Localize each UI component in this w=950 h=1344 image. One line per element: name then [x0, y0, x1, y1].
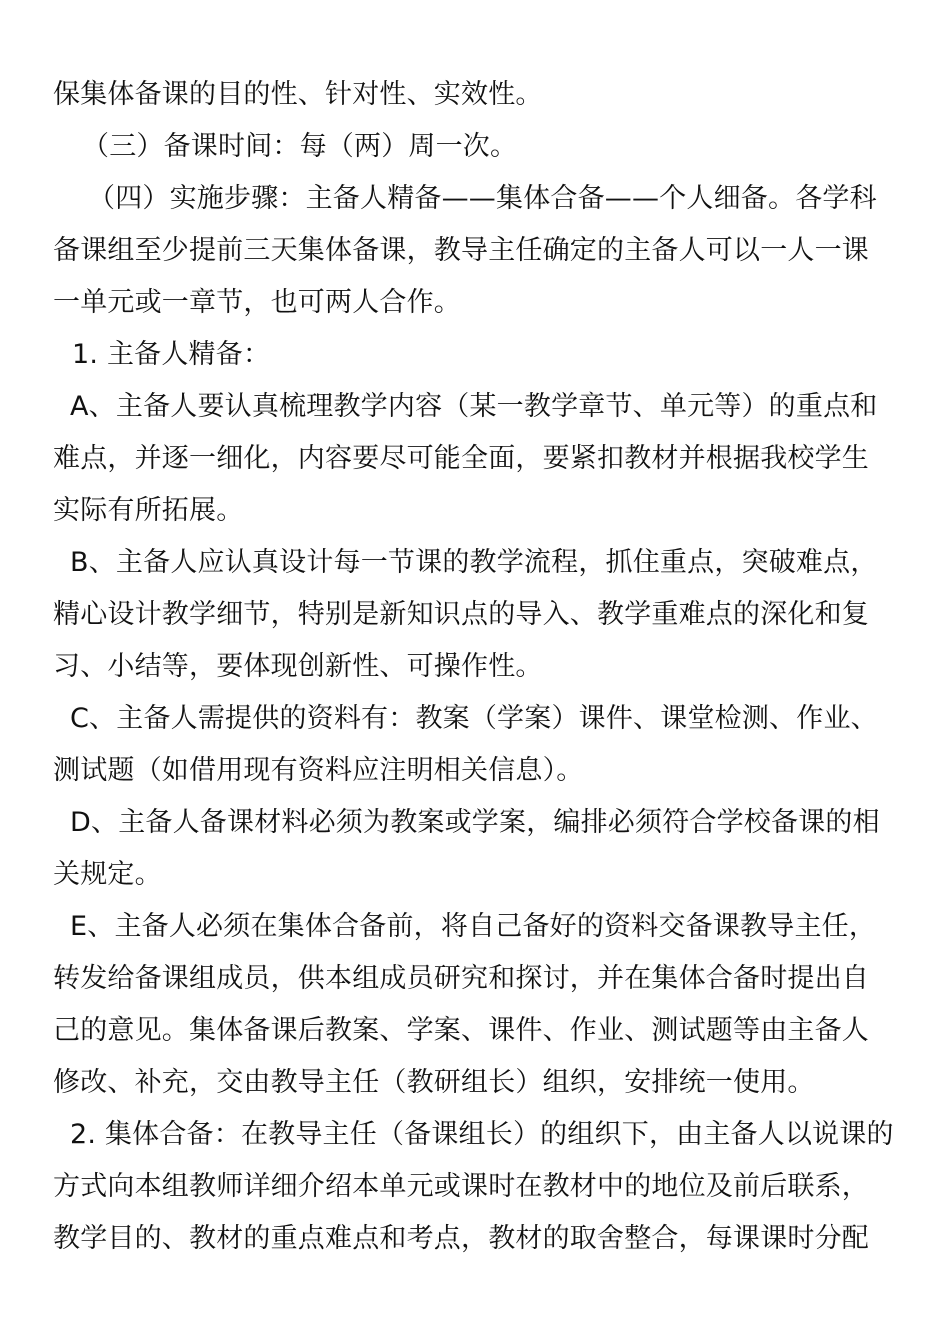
text-line: 一单元或一章节，也可两人合作。 — [53, 287, 461, 318]
text-line: 实际有所拓展。 — [53, 495, 244, 526]
text-line: A、主备人要认真梳理教学内容（某一教学章节、单元等）的重点和 — [70, 391, 878, 422]
text-line: 备课组至少提前三天集体备课，教导主任确定的主备人可以一人一课 — [53, 235, 869, 266]
text-line: （四）实施步骤：主备人精备——集体合备——个人细备。各学科 — [88, 183, 877, 214]
text-line: E、主备人必须在集体合备前，将自己备好的资料交备课教导主任， — [70, 911, 877, 942]
text-line: D、主备人备课材料必须为教案或学案，编排必须符合学校备课的相 — [70, 807, 880, 838]
text-line: B、主备人应认真设计每一节课的教学流程，抓住重点，突破难点， — [70, 547, 878, 578]
text-line: 关规定。 — [53, 859, 162, 890]
text-line: （三）备课时间：每（两）周一次。 — [82, 131, 518, 162]
text-line: 难点，并逐一细化，内容要尽可能全面，要紧扣教材并根据我校学生 — [53, 443, 869, 474]
text-line: 方式向本组教师详细介绍本单元或课时在教材中的地位及前后联系， — [53, 1171, 869, 1202]
text-line: 修改、补充，交由教导主任（教研组长）组织，安排统一使用。 — [53, 1067, 815, 1098]
text-line: 转发给备课组成员，供本组成员研究和探讨，并在集体合备时提出自 — [53, 963, 869, 994]
text-line: 精心设计教学细节，特别是新知识点的导入、教学重难点的深化和复 — [53, 599, 869, 630]
text-line: 2. 集体合备：在教导主任（备课组长）的组织下，由主备人以说课的 — [70, 1119, 894, 1150]
text-line: 教学目的、教材的重点难点和考点，教材的取舍整合，每课课时分配 — [53, 1223, 869, 1254]
text-line: 保集体备课的目的性、针对性、实效性。 — [53, 79, 543, 110]
text-line: C、主备人需提供的资料有：教案（学案）课件、课堂检测、作业、 — [70, 703, 878, 734]
text-line: 1. 主备人精备： — [72, 339, 271, 370]
text-line: 测试题（如借用现有资料应注明相关信息）。 — [53, 755, 584, 786]
text-line: 习、小结等，要体现创新性、可操作性。 — [53, 651, 543, 682]
text-line: 己的意见。集体备课后教案、学案、课件、作业、测试题等由主备人 — [53, 1015, 869, 1046]
